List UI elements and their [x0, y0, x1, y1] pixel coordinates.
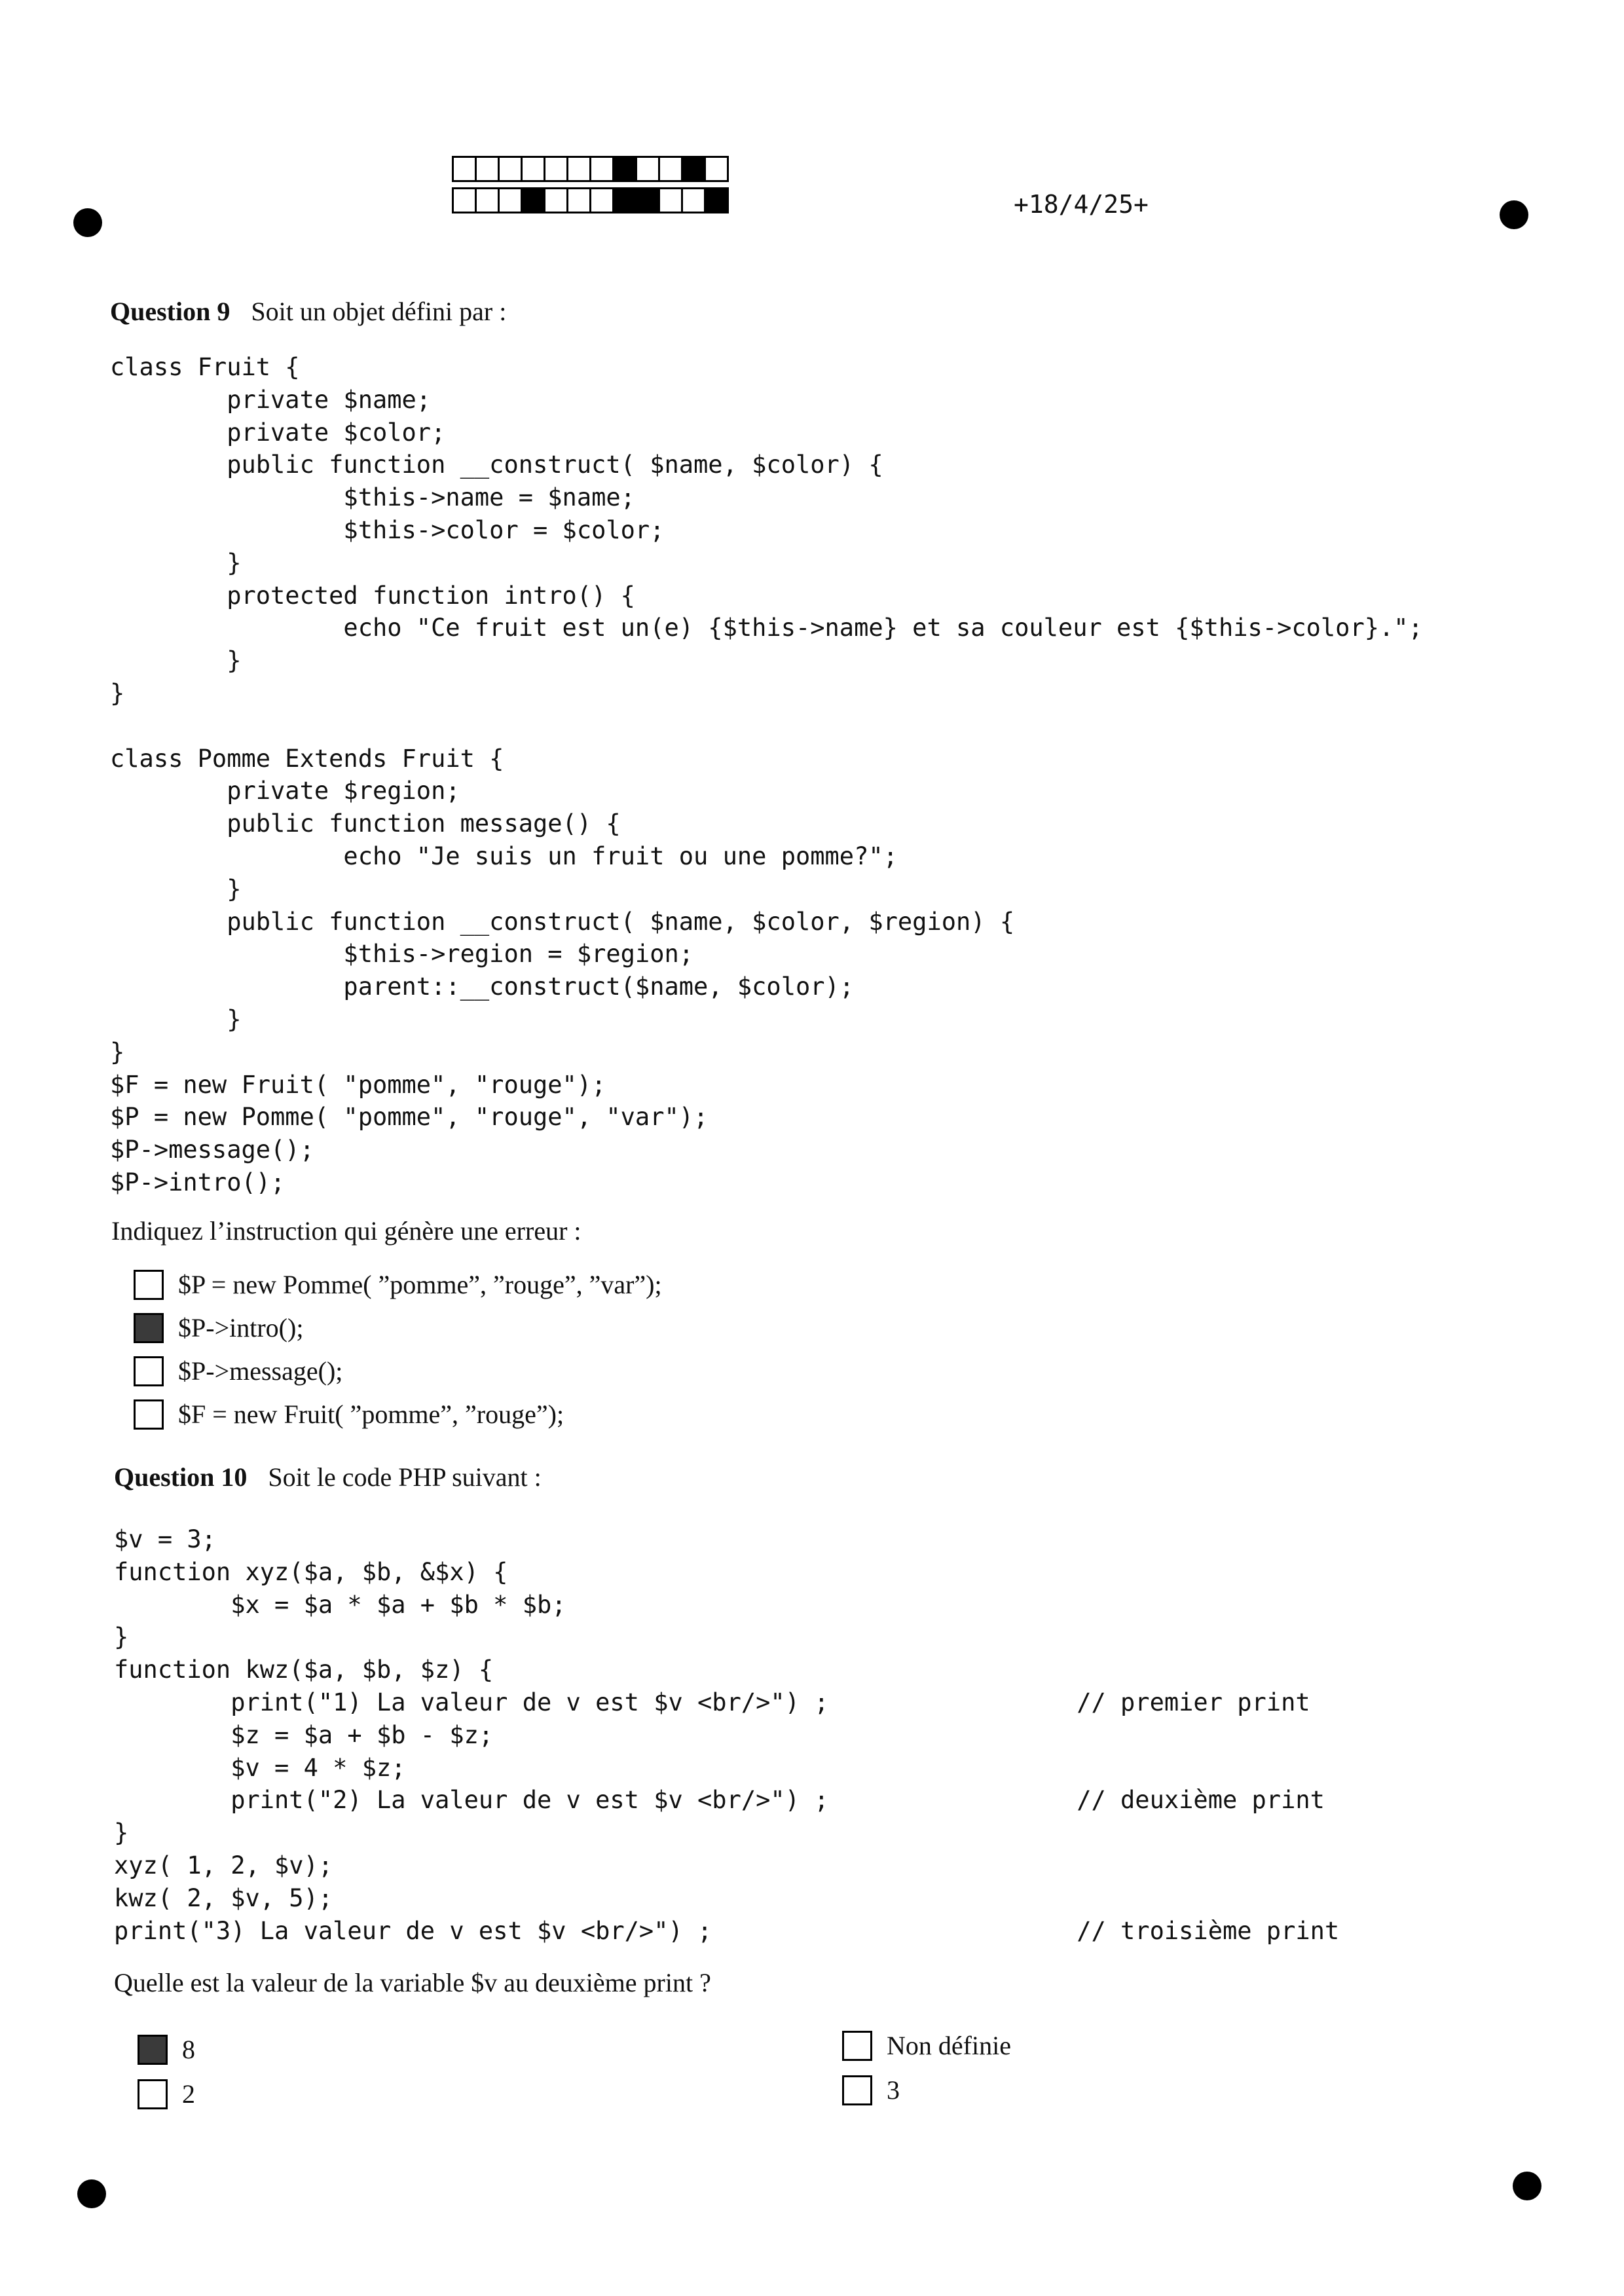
q10-option-1[interactable] [138, 2034, 195, 2065]
q9-option-4[interactable] [134, 1399, 564, 1430]
barcode-row [452, 187, 727, 213]
q9-option-2[interactable] [134, 1312, 303, 1343]
q10-option-4-label: 3 [887, 2075, 900, 2105]
q9-option-2-label: $P->intro(); [178, 1313, 304, 1342]
question-9-intro: Soit un objet défini par : [251, 297, 507, 326]
q10-option-3[interactable] [842, 2030, 1011, 2061]
q10-option-4[interactable] [842, 2075, 900, 2105]
barcode-cell [658, 156, 683, 182]
barcode-row [452, 156, 727, 182]
q9-option-3[interactable] [134, 1356, 342, 1386]
question-10-intro: Soit le code PHP suivant : [268, 1462, 542, 1492]
q9-option-1-label: $P = new Pomme( ”pomme”, ”rouge”, ”var”); [178, 1270, 662, 1299]
barcode-cell [544, 187, 568, 213]
q10-option-4-checkbox[interactable] [842, 2075, 872, 2105]
barcode-cell [475, 187, 500, 213]
q10-option-1-checkbox[interactable] [138, 2035, 168, 2065]
q10-option-1-label: 8 [182, 2035, 195, 2064]
barcode-cell [681, 187, 706, 213]
page-barcode [452, 156, 727, 219]
barcode-cell [475, 156, 500, 182]
barcode-cell [704, 187, 729, 213]
page-id: +18/4/25+ [1014, 190, 1149, 219]
barcode-cell [566, 156, 591, 182]
registration-mark-top-right [1500, 200, 1528, 229]
question-9-code: class Fruit { private $name; private $color; public function __construct( $name, $color) { $this->name = $name; $this->color = $color; } protected function intro() { echo "Ce fruit est un(e) {$this->name} et sa couleur est {$this->color}."; } } class Pomme Extends Fruit { private $region; public function message() { echo "Je suis un fruit ou une pomme?"; } public function __construct( $name, $color, $region) { $this->region = $region; parent::__construct($name, $color); } } $F = new Fruit( "pomme", "rouge"); $P = new Pomme( "pomme", "rouge", "var"); $P->message(); $P->intro(); [110, 353, 1423, 1196]
barcode-cell [704, 156, 729, 182]
barcode-cell [681, 156, 706, 182]
question-9-prompt: Indiquez l’instruction qui génère une erreur : [111, 1216, 581, 1246]
barcode-cell [589, 187, 614, 213]
registration-mark-top-left [73, 208, 102, 237]
q9-option-4-checkbox[interactable] [134, 1399, 164, 1430]
q10-option-2-label: 2 [182, 2079, 195, 2109]
registration-mark-bottom-left [77, 2179, 106, 2208]
barcode-cell [452, 156, 477, 182]
q9-option-2-checkbox[interactable] [134, 1313, 164, 1343]
q9-option-1[interactable] [134, 1269, 662, 1300]
q9-option-4-label: $F = new Fruit( ”pomme”, ”rouge”); [178, 1399, 564, 1429]
registration-mark-bottom-right [1513, 2172, 1541, 2200]
q10-option-3-checkbox[interactable] [842, 2031, 872, 2061]
barcode-cell [521, 156, 545, 182]
q9-option-1-checkbox[interactable] [134, 1270, 164, 1300]
barcode-cell [589, 156, 614, 182]
q10-option-3-label: Non définie [887, 2031, 1011, 2060]
q9-option-3-label: $P->message(); [178, 1356, 343, 1386]
question-10-header [114, 1462, 542, 1492]
barcode-cell [635, 156, 660, 182]
question-10-prompt: Quelle est la valeur de la variable $v au deuxième print ? [114, 1968, 711, 1997]
question-10-code: $v = 3; function xyz($a, $b, &$x) { $x = $a * $a + $b * $b; } function kwz($a, $b, $z) { print("1) La valeur de v est $v <br/>") ; // premier print $z = $a + $b - $z; $v = 4 * $z; print("2) La valeur de v est $v <br/>") ; // deuxième print } xyz( 1, 2, $v); kwz( 2, $v, 5); print("3) La valeur de v est $v <br/>") ; // troisième print [114, 1525, 1340, 1945]
question-9-number: Question 9 [110, 297, 231, 326]
barcode-cell [498, 187, 523, 213]
q10-option-2[interactable] [138, 2079, 195, 2109]
barcode-cell [612, 156, 637, 182]
barcode-cell [544, 156, 568, 182]
q10-option-2-checkbox[interactable] [138, 2079, 168, 2109]
barcode-cell [452, 187, 477, 213]
barcode-cell [635, 187, 660, 213]
question-10-number: Question 10 [114, 1462, 248, 1492]
barcode-cell [521, 187, 545, 213]
question-9-header [110, 296, 506, 327]
barcode-cell [498, 156, 523, 182]
barcode-cell [566, 187, 591, 213]
barcode-cell [612, 187, 637, 213]
barcode-cell [658, 187, 683, 213]
q9-option-3-checkbox[interactable] [134, 1356, 164, 1386]
